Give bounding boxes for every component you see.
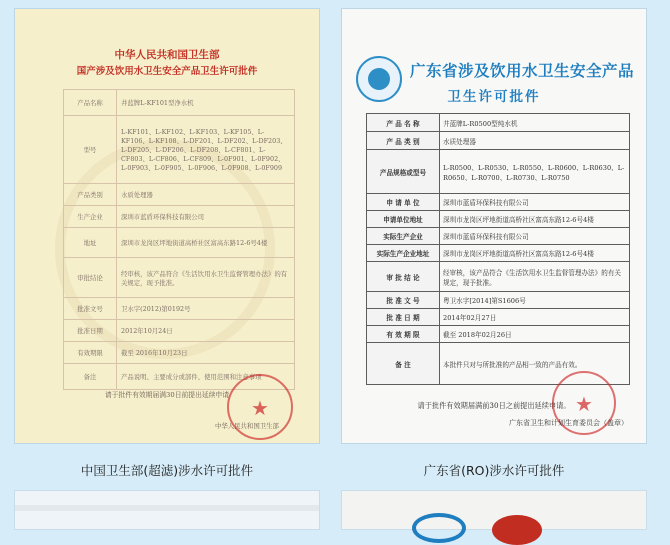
row-label: 审批结论	[64, 258, 117, 298]
table-row	[367, 150, 630, 194]
next-certificate-preview-right	[341, 490, 647, 530]
row-label: 申 请 单 位	[367, 194, 440, 211]
table-row	[367, 228, 630, 245]
row-value: 水质处理器	[117, 184, 295, 206]
row-value: 深圳市蓝盾环保科技有限公司	[117, 206, 295, 228]
table-row	[367, 262, 630, 292]
row-value: 水质处理器	[440, 132, 630, 150]
row-value: 2012年10月24日	[117, 320, 295, 342]
row-label: 申请单位地址	[367, 211, 440, 228]
row-label: 生产企业	[64, 206, 117, 228]
row-value: 井蓝牌L-R0500型纯水机	[440, 114, 630, 132]
table-row	[367, 194, 630, 211]
right-cert-title-line2: 卫生许可批件	[447, 89, 541, 105]
table-row	[367, 132, 630, 150]
row-value: 卫水字(2012)第0192号	[117, 298, 295, 320]
row-value: 2014年02月27日	[440, 309, 630, 326]
preview-stripe	[15, 505, 319, 511]
row-value: 经审核，该产品符合《生活饮用水卫生监督管理办法》的有关规定，现予批准。	[440, 262, 630, 292]
row-label: 批准文号	[64, 298, 117, 320]
right-cert-signature: 广东省卫生和计划生育委员会（盖章）	[509, 419, 628, 427]
row-label: 实际生产企业	[367, 228, 440, 245]
row-value: 深圳市龙岗区坪地街道高桥社区富高东路12-6号4楼	[117, 228, 295, 258]
left-cert-title-line1: 中华人民共和国卫生部	[114, 49, 220, 61]
row-value: 截至 2016年10月23日	[117, 342, 295, 364]
seal-star-icon: ★	[251, 396, 269, 420]
row-value: 产品说明、主要成分或部件、使用范围和注意事项	[117, 364, 295, 390]
row-label: 批 准 日 期	[367, 309, 440, 326]
table-row	[367, 114, 630, 132]
official-seal-stamp	[227, 374, 293, 440]
row-value: 深圳市龙岗区坪地街道高桥社区富高东路12-6号4楼	[440, 245, 630, 262]
national-health-license-certificate	[14, 8, 320, 444]
row-label: 备注	[64, 364, 117, 390]
table-row	[367, 245, 630, 262]
next-certificate-preview-left	[14, 490, 320, 530]
right-cert-table	[366, 113, 630, 385]
row-label: 有 效 期 限	[367, 326, 440, 343]
table-row	[367, 211, 630, 228]
row-value: 本批件只对与所批准的产品相一致的产品有效。	[440, 343, 630, 385]
row-value: 深圳市蓝盾环保科技有限公司	[440, 228, 630, 245]
left-cert-footer-note: 请于批件有效期届满30日前提出延续申请	[104, 391, 230, 399]
preview-emblem-icon	[492, 515, 542, 545]
row-label: 产品名称	[64, 90, 117, 116]
left-cert-title-line2: 国产涉及饮用水卫生安全产品卫生许可批件	[76, 66, 258, 77]
table-row	[64, 342, 295, 364]
table-row	[64, 320, 295, 342]
table-row	[64, 184, 295, 206]
table-row	[64, 90, 295, 116]
row-value: L-R0500、L-R0530、L-R0550、L-R0600、L-R0630、L-R0650、L-R0700、L-R0730、L-R0750	[440, 150, 630, 194]
preview-logo-icon	[412, 513, 466, 543]
right-cert-title-line1: 广东省涉及饮用水卫生安全产品	[410, 61, 635, 80]
right-certificate-caption: 广东省(RO)涉水许可批件	[423, 463, 565, 478]
table-row	[367, 292, 630, 309]
table-row	[64, 258, 295, 298]
table-row	[64, 116, 295, 184]
row-label: 地址	[64, 228, 117, 258]
row-value: 截至 2018年02月26日	[440, 326, 630, 343]
row-label: 批准日期	[64, 320, 117, 342]
row-label: 产 品 类 别	[367, 132, 440, 150]
row-value: 经审核，该产品符合《生活饮用水卫生监督管理办法》的有关规定，现予批准。	[117, 258, 295, 298]
table-row	[367, 309, 630, 326]
table-row	[64, 206, 295, 228]
row-label: 有效期限	[64, 342, 117, 364]
row-label: 型号	[64, 116, 117, 184]
row-value: 井蓝牌L-KF101型净水机	[117, 90, 295, 116]
row-value: 粤卫水字[2014]第S1606号	[440, 292, 630, 309]
table-row	[367, 326, 630, 343]
left-certificate-caption: 中国卫生部(超滤)涉水许可批件	[80, 463, 254, 478]
row-value: L-KF101、L-KF102、L-KF103、L-KF105、L-KF106、L-KF108、L-DF201、L-DF202、L-DF203、L-DF205、L-DF206、L-DF208、L-CF801、L-CF803、L-CF806、L-CF809、L-0F901、L-0F902、L-0F903、L-0F905、L-0F906、L-0F908、L-0F909	[117, 116, 295, 184]
table-row	[64, 298, 295, 320]
table-row	[64, 228, 295, 258]
row-label: 实际生产企业地址	[367, 245, 440, 262]
row-label: 批 准 文 号	[367, 292, 440, 309]
row-value: 深圳市蓝盾环保科技有限公司	[440, 194, 630, 211]
guangdong-health-license-certificate	[341, 8, 647, 444]
row-label: 产品类别	[64, 184, 117, 206]
row-label: 产 品 名 称	[367, 114, 440, 132]
row-label: 产品规格或型号	[367, 150, 440, 194]
left-cert-table	[63, 89, 295, 390]
left-cert-signature: 中华人民共和国卫生部	[215, 422, 279, 430]
right-cert-footer-note: 请于批件有效期届满前30日之前提出延续申请。	[417, 401, 571, 410]
row-value: 深圳市龙岗区坪地街道高桥社区富高东路12-6号4楼	[440, 211, 630, 228]
seal-star-icon: ★	[575, 392, 593, 416]
row-label: 审 批 结 论	[367, 262, 440, 292]
row-label: 备 注	[367, 343, 440, 385]
